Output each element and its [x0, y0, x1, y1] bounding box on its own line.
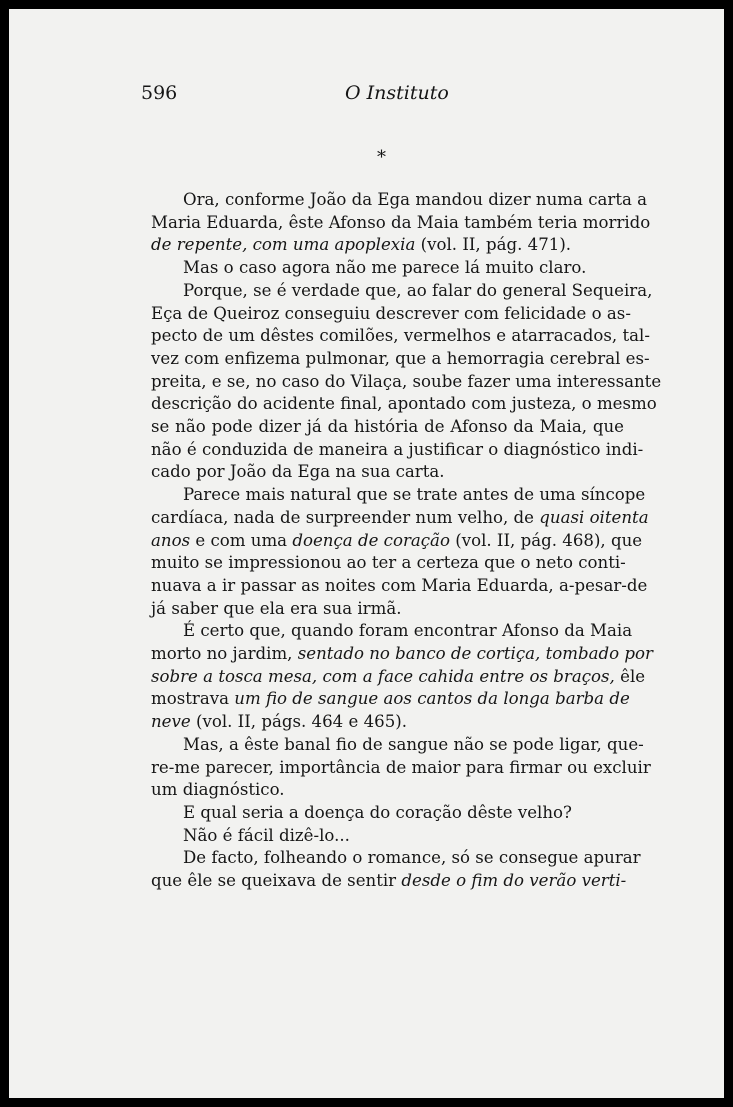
- text-line: [151, 212, 651, 235]
- text-run: cado por João da Ega na sua carta.: [151, 462, 445, 482]
- paragraph: [151, 257, 624, 280]
- journal-title: O Instituto: [345, 82, 449, 104]
- text-run: muito se impressionou ao ter a certeza que o neto conti-: [151, 553, 626, 573]
- italic-text: anos: [151, 530, 191, 550]
- italic-text: neve: [151, 712, 191, 732]
- text-line: [151, 870, 627, 893]
- italic-text: um fio de sangue aos cantos da longa barba de: [234, 689, 630, 709]
- text-line: [151, 711, 624, 734]
- text-run: De facto, folheando o romance, só se consegue apurar: [183, 848, 641, 868]
- text-line: [151, 779, 624, 802]
- paragraph: [151, 825, 624, 848]
- text-run: nuava a ir passar as noites com Maria Eduarda, a-pesar-de: [151, 575, 648, 595]
- text-line: [151, 825, 624, 848]
- paragraph: [151, 847, 641, 892]
- page-number: 596: [141, 82, 178, 104]
- text-run: descrição do acidente final, apontado com justeza, o mesmo: [151, 394, 657, 414]
- text-run: Maria Eduarda, êste Afonso da Maia também teria morrido: [151, 212, 651, 232]
- text-run: já saber que ela era sua irmã.: [151, 598, 402, 618]
- text-run: Não é fácil dizê-lo...: [183, 825, 350, 845]
- italic-text: desde o fim do verão verti-: [401, 871, 627, 891]
- paragraph: [151, 280, 662, 484]
- text-line: [151, 847, 641, 870]
- text-run: Porque, se é verdade que, ao falar do general Sequeira,: [183, 280, 653, 300]
- text-run: Parece mais natural que se trate antes de uma síncope: [183, 485, 646, 505]
- italic-text: sobre a tosca mesa, com a face cahida entre os braços,: [151, 666, 615, 686]
- text-line: [151, 257, 624, 280]
- text-line: [151, 393, 657, 416]
- text-line: [151, 484, 646, 507]
- text-line: [151, 575, 648, 598]
- text-run: cardíaca, nada de surpreender num velho, de: [151, 507, 540, 527]
- text-line: [151, 643, 653, 666]
- text-line: [151, 439, 644, 462]
- text-run: Eça de Queiroz conseguiu descrever com felicidade o as-: [151, 303, 631, 323]
- text-run: (vol. II, pág. 471).: [415, 235, 572, 255]
- text-run: preita, e se, no caso do Vilaça, soube fazer uma interessante: [151, 371, 662, 391]
- text-run: É certo que, quando foram encontrar Afonso da Maia: [183, 621, 633, 641]
- text-line: [151, 325, 650, 348]
- text-line: [151, 416, 624, 439]
- text-run: mostrava: [151, 689, 235, 709]
- text-run: vez com enfizema pulmonar, que a hemorragia cerebral es-: [151, 348, 650, 368]
- text-run: E qual seria a doença do coração dêste velho?: [183, 802, 572, 822]
- text-line: [151, 303, 631, 326]
- text-run: Mas o caso agora não me parece lá muito claro.: [183, 258, 587, 278]
- italic-text: de repente, com uma apoplexia: [151, 235, 416, 255]
- text-line: [151, 348, 650, 371]
- text-line: [151, 598, 624, 621]
- text-run: (vol. II, págs. 464 e 465).: [190, 712, 407, 732]
- body-text: [151, 189, 662, 893]
- paragraph: [151, 484, 649, 620]
- text-line: [151, 530, 643, 553]
- running-header: [9, 82, 724, 112]
- text-run: um diagnóstico.: [151, 780, 285, 800]
- paragraph: [151, 734, 651, 802]
- italic-text: sentado no banco de cortiça, tombado por: [297, 644, 653, 664]
- text-run: se não pode dizer já da história de Afonso da Maia, que: [151, 417, 624, 437]
- text-line: [151, 802, 624, 825]
- text-line: [151, 280, 653, 303]
- text-run: morto no jardim,: [151, 644, 298, 664]
- text-line: [151, 234, 624, 257]
- paragraph: [151, 189, 651, 257]
- text-run: êle: [614, 666, 646, 686]
- paragraph: [151, 802, 624, 825]
- italic-text: doença de coração: [292, 530, 450, 550]
- section-ornament: *: [377, 147, 386, 168]
- text-run: (vol. II, pág. 468), que: [449, 530, 643, 550]
- book-page: [9, 9, 724, 1098]
- text-run: não é conduzida de maneira a justificar o diagnóstico indi-: [151, 439, 644, 459]
- text-run: re-me parecer, importância de maior para firmar ou excluir: [151, 757, 651, 777]
- text-line: [151, 189, 648, 212]
- text-line: [151, 757, 651, 780]
- text-run: Mas, a êste banal fio de sangue não se pode ligar, que-: [183, 734, 644, 754]
- text-run: Ora, conforme João da Ega mandou dizer numa carta a: [183, 190, 648, 209]
- text-line: [151, 552, 624, 575]
- text-line: [151, 734, 644, 757]
- text-line: [151, 620, 633, 643]
- text-run: e com uma: [190, 530, 293, 550]
- paragraph: [151, 620, 653, 734]
- italic-text: quasi oitenta: [539, 507, 649, 527]
- text-line: [151, 666, 646, 689]
- text-line: [151, 507, 649, 530]
- text-line: [151, 371, 662, 394]
- text-run: que êle se queixava de sentir: [151, 871, 402, 891]
- text-run: pecto de um dêstes comilões, vermelhos e atarracados, tal-: [151, 326, 650, 346]
- text-line: [151, 461, 624, 484]
- text-line: [151, 688, 630, 711]
